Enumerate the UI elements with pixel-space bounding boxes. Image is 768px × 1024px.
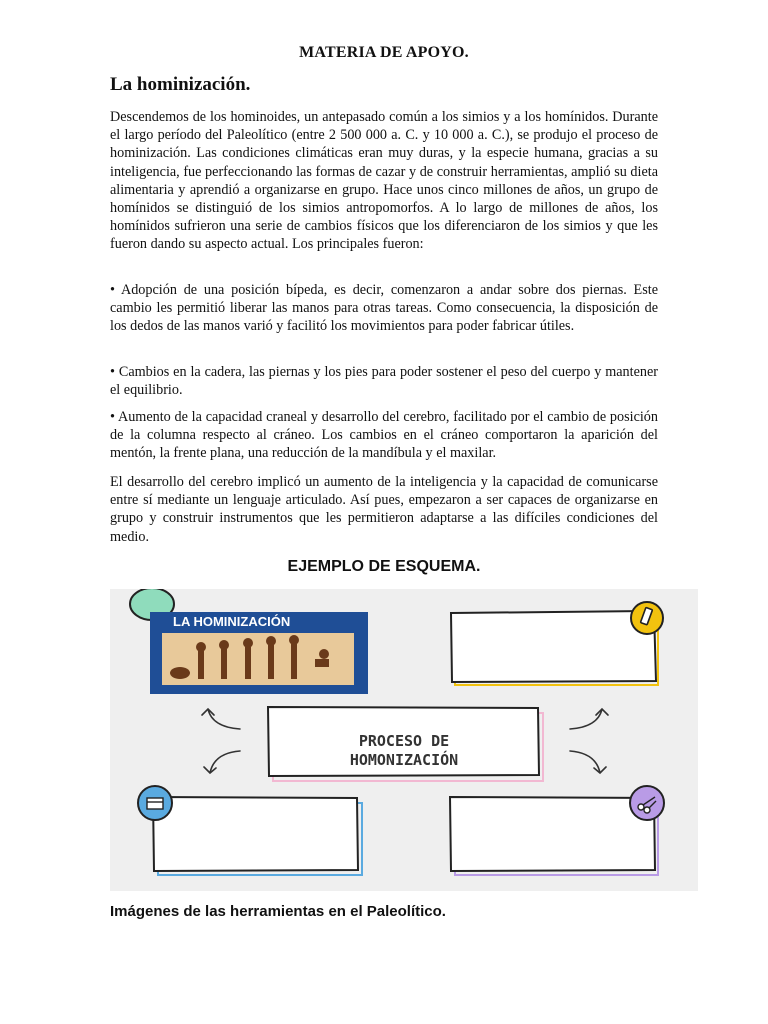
example-title: EJEMPLO DE ESQUEMA. xyxy=(287,558,481,575)
bottom-right-box xyxy=(450,797,655,871)
document-header: MATERIA DE APOYO. xyxy=(299,44,469,61)
closing-paragraph: El desarrollo del cerebro implicó un aumento de la inteligencia y la capacidad de comunicarse entre sí mediante un lenguaje articulado. Así pues, empezaron a ser capaces de organizarse en grupo y construir instrumentos que les permitieron adaptarse a las difíciles condiciones del medio. xyxy=(110,474,658,545)
section-title: La hominización. xyxy=(110,74,251,95)
scheme-diagram xyxy=(110,589,698,891)
arrow-down-right-icon xyxy=(570,751,606,773)
arrow-down-left-icon xyxy=(204,751,240,773)
center-title-line2: HOMONIZACIÓN xyxy=(349,751,459,769)
center-title-line1: PROCESO DE xyxy=(358,732,450,750)
arrow-up-right-icon xyxy=(570,709,608,729)
arrow-up-left-icon xyxy=(202,709,240,729)
clapperboard-icon xyxy=(147,798,163,809)
bullet-hips: • Cambios en la cadera, las piernas y los pies para poder sostener el peso del cuerpo y mantener el equilibrio. xyxy=(110,364,658,399)
bullet-bipedal: • Adopción de una posición bípeda, es decir, comenzaron a andar sobre dos piernas. Este cambio les permitió liberar las manos para otras tareas. Como consecuencia, la disposición de los dedos de las manos varió y facilitó los movimientos para poder fabricar útiles. xyxy=(110,282,658,335)
bullet-brain: • Aumento de la capacidad craneal y desarrollo del cerebro, facilitado por el cambio de posición de la columna respecto al cráneo. Los cambios en el cráneo comportaron la aparición del mentón, la frente plana, una reducción de la mandíbula y el maxilar. xyxy=(110,409,658,462)
top-right-box xyxy=(451,611,656,682)
banner-title: LA HOMINIZACIÓN xyxy=(173,614,291,629)
tools-caption: Imágenes de las herramientas en el Paleolítico. xyxy=(110,903,446,920)
scheme-canvas xyxy=(110,589,698,891)
intro-paragraph: Descendemos de los hominoides, un antepasado común a los simios y a los homínidos. Durante el largo período del Paleolítico (entre 2 500 000 a. C. y 10 000 a. C.), se produjo el proceso de hominización. Las condiciones climáticas eran muy duras, y la especie humana, gracias a su inteligencia, fue perfeccionando las formas de cazar y de construir herramientas, amplió su dieta alimentaria y aprendió a organizarse en grupo. Hace unos cinco millones de años, un grupo de homínidos se distinguió de los simios antropomorfos. A lo largo de millones de años, los homínidos sufrieron una serie de cambios físicos que los diferenciaron de los simios y que les fueron dando su aspecto actual. Los principales fueron: xyxy=(110,109,658,253)
bottom-left-box xyxy=(153,797,358,871)
